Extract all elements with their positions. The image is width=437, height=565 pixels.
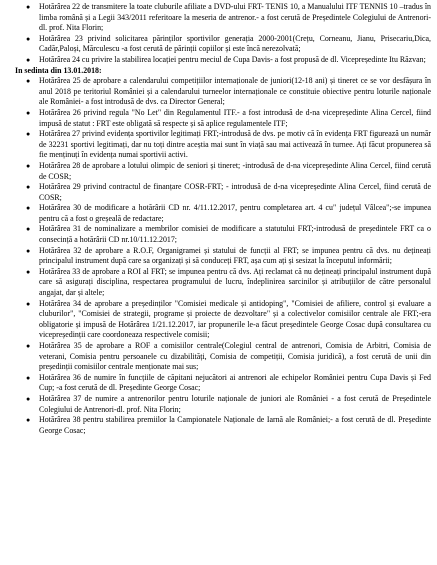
list-item <box>15 108 431 129</box>
bullet-icon: ● <box>26 246 31 255</box>
item-text: Hotărârea 30 de modificare a hotărârii CD nr. 4/11.12.2017, pentru completarea art. 4 cu" județul Vâlcea";-se impunea pentru că a fost o greșeală de redactare; <box>39 203 431 223</box>
list-item <box>15 2 431 34</box>
list-item <box>15 246 431 267</box>
bullet-icon: ● <box>26 108 31 117</box>
list-item <box>15 161 431 182</box>
item-text: Hotărârea 36 de numire în funcțiile de căpitani nejucători ai antrenori ale echipelor României pentru Cupa Davis și Fed Cup; -a fost cerută de dl. Președinte George Cosac; <box>39 372 431 393</box>
item-text: Hotărârea 28 de aprobare a lotului olimpic de seniori și tineret; -introdusă de d-na vicepreședinte Alina Cercel, fiind cerută de COSR; <box>39 160 431 181</box>
list-item <box>15 415 431 436</box>
list-item <box>15 267 431 299</box>
bullet-icon: ● <box>26 77 31 86</box>
item-text: Hotărârea 29 privind contractul de finanțare COSR-FRT; - introdusă de d-na vicepreședinte Alina Cercel, fiind cerută de COSR; <box>39 182 431 202</box>
section-heading: In sedinta din 13.01.2018: <box>15 65 102 75</box>
item-text: Hotărârea 23 privind solicitarea părinților sportivilor generația 2000-2001(Crețu, Corneanu, Jianu, Prisecariu,Dica, Cadăr,Paloși, Mărculescu -a fost cerută de părinții copiilor și este încă nerezolvată; <box>39 33 431 54</box>
item-text: Hotărârea 27 privind evidența sportivilor legitimați FRT;-introdusă de dvs. pe motiv că în evidența FRT figurează un număr de 32231 sportivi legitimați, dar nu toți dintre aceștia mai sunt în viață sau mai activează în turnee. Ați făcut propunerea să fie menținuți în evidența numai sportivii activi. <box>39 129 431 160</box>
list-item <box>15 224 431 245</box>
item-text: Hotărârea 26 privind regula "No Let" din Regulamentul ITF.- a fost introdusă de d-na vicepreședinte Alina Cercel, fiind impusă de statut : FRT este obligată să respecte și să aplice regulamentele ITF; <box>39 107 431 128</box>
decision-list-main <box>15 76 431 436</box>
list-item <box>15 203 431 224</box>
list-item <box>15 34 431 55</box>
item-text: Hotărârea 34 de aprobare a președinților "Comisiei medicale și antidoping", "Comisiei de afiliere, control și evaluare a cluburilor", "Comisiei de strategii, programe și proiecte de dezvoltare" și a colectivelor comisiilor centrale ale FRT;-era obligatorie și impusă de Hotărârea 1/21.12.2017, iar propunerile le-a făcut președintele George Cosac după consultarea cu vicepreședinții care coordoneaza respectivele comisii; <box>39 298 431 340</box>
list-item <box>15 394 431 415</box>
list-item <box>15 182 431 203</box>
bullet-icon: ● <box>26 204 31 213</box>
bullet-icon: ● <box>26 373 31 382</box>
item-text: Hotărârea 33 de aprobare a ROI al FRT; se impunea pentru că dvs. Ați reclamat că nu dețineați principalul instrument după care să asigurați disciplina, respectarea programului de lucru, îndeplinirea sarcinilor și atribuțiilor de către personalul angajat, dar și altele; <box>39 266 431 298</box>
bullet-icon: ● <box>26 416 31 425</box>
bullet-icon: ● <box>26 3 31 11</box>
item-text: Hotărârea 38 pentru stabilirea premiilor la Campionatele Naționale de Iarnă ale României;- a fost cerută de dl. Președinte George Cosac; <box>39 415 431 435</box>
list-item <box>15 55 431 66</box>
bullet-icon: ● <box>26 55 31 64</box>
item-text: Hotărârea 32 de aprobare a R.O.F, Organigramei și statului de funcții al FRT; se impunea pentru că dvs. nu dețineați principalul instrument după care sa organizați și să conduceți FRT, așa cum ați și sesizat la începutul informării; <box>39 245 431 266</box>
bullet-icon: ● <box>26 299 31 308</box>
item-text: Hotărârea 35 de aprobare a ROF a comisiilor centrale(Colegiul central de antrenori, Comisia de Arbitri, Comisia de veterani, Comisia pentru persoanele cu dizabilități, Comisia de competiții, Comisia juridică), a fost cerută de unii din președinții comisiilor centrale menționate mai sus; <box>39 341 431 372</box>
bullet-icon: ● <box>26 130 31 139</box>
item-text: Hotărârea 24 cu privire la stabilirea locației pentru meciul de Cupa Davis- a fost propusă de dl. Vicepreședinte Itu Răzvan; <box>39 54 426 64</box>
list-item <box>15 373 431 394</box>
bullet-icon: ● <box>26 267 31 276</box>
bullet-icon: ● <box>26 161 31 170</box>
list-item <box>15 341 431 373</box>
bullet-icon: ● <box>26 225 31 234</box>
list-item <box>15 129 431 161</box>
bullet-icon: ● <box>26 183 31 192</box>
item-text: Hotărârea 31 de nominalizare a membrilor comisiei de modificare a statutului FRT;-introdusă de președintele FRT ca o consecință a hotărârii CD nr.10/11.12.2017; <box>39 224 431 245</box>
decision-list-top <box>15 2 431 66</box>
item-text: Hotărârea 25 de aprobare a calendarului competițiilor internaționale de juniori(12-18 ani) și tineret ce se vor desfășura în anul 2018 pe teritoriul României și a calendarului turneelor internaționale ce constituie obiective pentru loturile naționale ale României- a fost introdusă de dvs. ca Director General; <box>39 76 431 107</box>
bullet-icon: ● <box>26 342 31 350</box>
list-item <box>15 299 431 341</box>
item-text: Hotărârea 37 de numire a antrenorilor pentru loturile naționale de juniori ale României - a fost cerută de Președintele Colegiului de Antrenori-dl. prof. Nita Florin; <box>39 393 431 414</box>
bullet-icon: ● <box>26 34 31 43</box>
item-text: Hotărârea 22 de transmitere la toate cluburile afiliate a DVD-ului FRT- TENIS 10, a Manualului ITF TENNIS 10 –tradus în limba română și a Legii 343/2011 referitoare la meseria de antrenor.- a fost cerută de Președintele Colegiului de Antrenori-dl. prof. Nita Florin; <box>39 2 431 33</box>
list-item <box>15 76 431 108</box>
bullet-icon: ● <box>26 394 31 403</box>
